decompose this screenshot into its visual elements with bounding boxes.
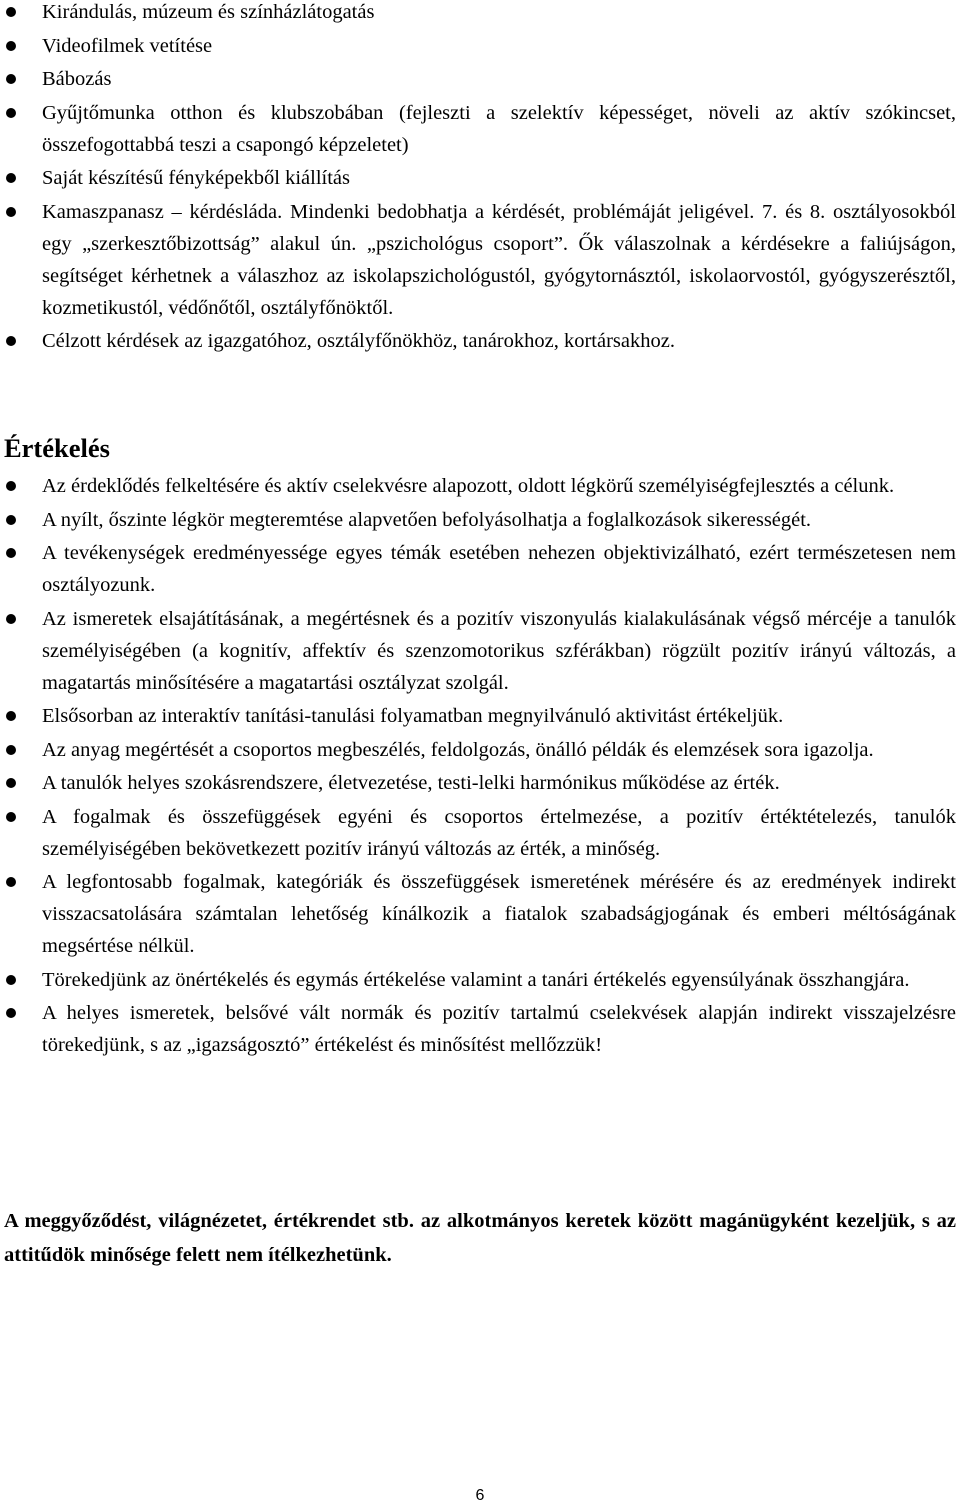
list-item: Kamaszpanasz – kérdésláda. Mindenki bedobhatja a kérdését, problémáját jeligével. 7. és 8. osztályosokból egy „szerkesztőbizottság” alakul ún. „pszichológus csoport”. Ők válaszolnak a kérdésekre a faliújságon, segítséget kérhetnek a válaszhoz az iskolapszichológustól, gyógytornásztól, iskolaorvostól, gyógyszerésztől, kozmetikustól, védőnőtől, osztályfőnöktől. xyxy=(0,196,956,324)
list-item: Gyűjtőmunka otthon és klubszobában (fejleszti a szelektív képességet, növeli az aktív szókincset, összefogottabbá teszi a csapongó képzeletet) xyxy=(0,97,956,161)
evaluation-list xyxy=(0,470,956,1063)
list-item: Törekedjünk az önértékelés és egymás értékelése valamint a tanári értékelés egyensúlyának összhangjára. xyxy=(0,964,956,996)
list-item: A tanulók helyes szokásrendszere, életvezetése, testi-lelki harmónikus működése az érték. xyxy=(0,767,956,799)
section-heading: Értékelés xyxy=(4,433,110,463)
list-item: Saját készítésű fényképekből kiállítás xyxy=(0,162,956,194)
list-item: Az érdeklődés felkeltésére és aktív cselekvésre alapozott, oldott légkörű személyiségfejlesztés a célunk. xyxy=(0,470,956,502)
list-item: Az anyag megértését a csoportos megbeszélés, feldolgozás, önálló példák és elemzések sora igazolja. xyxy=(0,734,956,766)
list-item: Elsősorban az interaktív tanítási-tanulási folyamatban megnyilvánuló aktivitást értékeljük. xyxy=(0,700,956,732)
activities-list xyxy=(0,0,956,359)
list-item: Célzott kérdések az igazgatóhoz, osztályfőnökhöz, tanárokhoz, kortársakhoz. xyxy=(0,325,956,357)
list-item: A tevékenységek eredményessége egyes témák esetében nehezen objektivizálható, ezért természetesen nem osztályozunk. xyxy=(0,537,956,601)
list-item: A legfontosabb fogalmak, kategóriák és összefüggések ismeretének mérésére és az eredmények indirekt visszacsatolására számtalan lehetőség kínálkozik a fiatalok szabadságjogának és emberi méltóságának megsértése nélkül. xyxy=(0,866,956,962)
list-item: A fogalmak és összefüggések egyéni és csoportos értelmezése, a pozitív értéktételezés, tanulók személyiségében bekövetkezett pozitív irányú változás az érték, a minőség. xyxy=(0,801,956,865)
closing-statement: A meggyőződést, világnézetet, értékrendet stb. az alkotmányos keretek között magánügyként kezeljük, s az attitűdök minősége felett nem ítélkezhetünk. xyxy=(4,1210,956,1266)
list-item: Az ismeretek elsajátításának, a megértésnek és a pozitív viszonyulás kialakulásának végső mércéje a tanulók személyiségében (a kognitív, affektív és szenzomotorikus szférákban) rögzült pozitív irányú változás, a magatartás minősítésére a magatartási osztályzat szolgál. xyxy=(0,603,956,699)
list-item: Videofilmek vetítése xyxy=(0,30,956,62)
list-item: A helyes ismeretek, belsővé vált normák és pozitív tartalmú cselekvések alapján indirekt visszajelzésre törekedjünk, s az „igazságosztó” értékelést és minősítést mellőzzük! xyxy=(0,997,956,1061)
list-item: Kirándulás, múzeum és színházlátogatás xyxy=(0,0,956,28)
page-number: 6 xyxy=(475,1487,485,1504)
list-item: Bábozás xyxy=(0,63,956,95)
list-item: A nyílt, őszinte légkör megteremtése alapvetően befolyásolhatja a foglalkozások sikerességét. xyxy=(0,504,956,536)
